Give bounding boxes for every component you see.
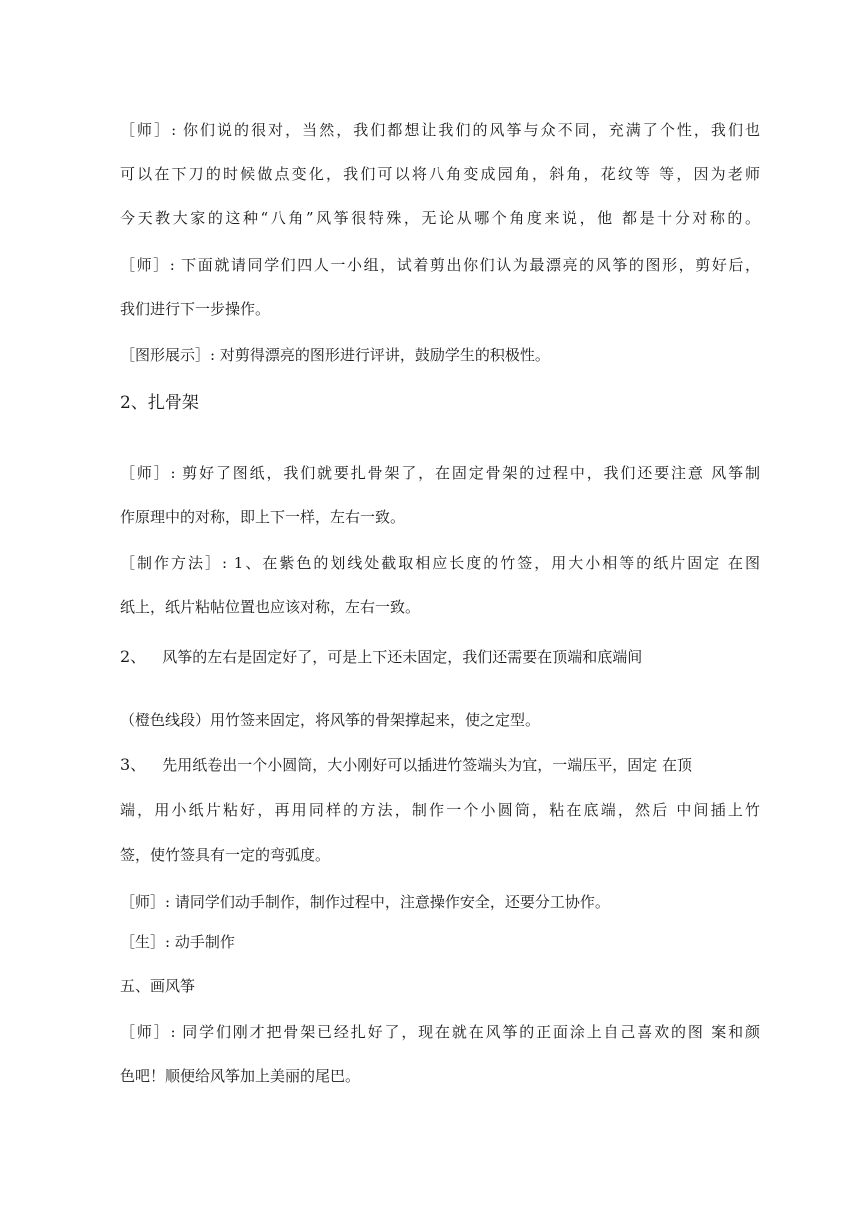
paragraph-line: 今天教大家的这种“八角”风筝很特殊，无论从哪个角度来说，他 都是十分对称的。: [120, 209, 760, 227]
section-heading: 2、扎骨架: [120, 393, 199, 413]
paragraph-line: 签，使竹签具有一定的弯弧度。: [120, 846, 331, 864]
item-number: 2、: [120, 647, 147, 666]
item-text: 风筝的左右是固定好了，可是上下还未固定，我们还需要在顶端和底端间: [162, 648, 643, 666]
numbered-item: [120, 755, 760, 775]
section-heading: 五、画风筝: [120, 977, 196, 995]
paragraph-line: （橙色线段）用竹签来固定，将风筝的骨架撑起来，使之定型。: [120, 711, 541, 729]
paragraph-line: 端，用小纸片粘好，再用同样的方法，制作一个小圆筒，粘在底端，然后 中间插上竹: [120, 801, 760, 819]
item-text: 先用纸卷出一个小圆筒，大小刚好可以插进竹签端头为宜，一端压平，固定 在顶: [162, 756, 692, 774]
paragraph-line: ［师］: 你们说的很对，当然，我们都想让我们的风筝与众不同，充满了个性，我们也: [120, 121, 760, 139]
paragraph-line: 纸上，纸片粘帖位置也应该对称，左右一致。: [120, 598, 421, 616]
paragraph-line: ［图形展示］: 对剪得漂亮的图形进行评讲，鼓励学生的积极性。: [120, 346, 550, 364]
numbered-item: [120, 647, 760, 667]
paragraph-line: ［师］: 下面就请同学们四人一小组，试着剪出你们认为最漂亮的风筝的图形，剪好后，: [120, 256, 760, 274]
paragraph-line: ［师］: 同学们刚才把骨架已经扎好了，现在就在风筝的正面涂上自己喜欢的图 案和颜: [120, 1023, 760, 1041]
paragraph-line: 可以在下刀的时候做点变化，我们可以将八角变成园角，斜角，花纹等 等，因为老师: [120, 165, 760, 183]
paragraph-line: ［师］: 请同学们动手制作，制作过程中，注意操作安全，还要分工协作。: [120, 893, 610, 911]
item-number: 3、: [120, 755, 147, 774]
paragraph-line: 我们进行下一步操作。: [120, 300, 271, 318]
paragraph-line: ［制作方法］: 1、在紫色的划线处截取相应长度的竹签，用大小相等的纸片固定 在图: [120, 554, 760, 572]
paragraph-line: 色吧！顺便给风筝加上美丽的尾巴。: [120, 1067, 361, 1085]
paragraph-line: 作原理中的对称，即上下一样，左右一致。: [120, 508, 406, 526]
paragraph-line: ［师］: 剪好了图纸，我们就要扎骨架了，在固定骨架的过程中，我们还要注意 风筝制: [120, 464, 760, 482]
paragraph-line: ［生］: 动手制作: [120, 933, 235, 951]
